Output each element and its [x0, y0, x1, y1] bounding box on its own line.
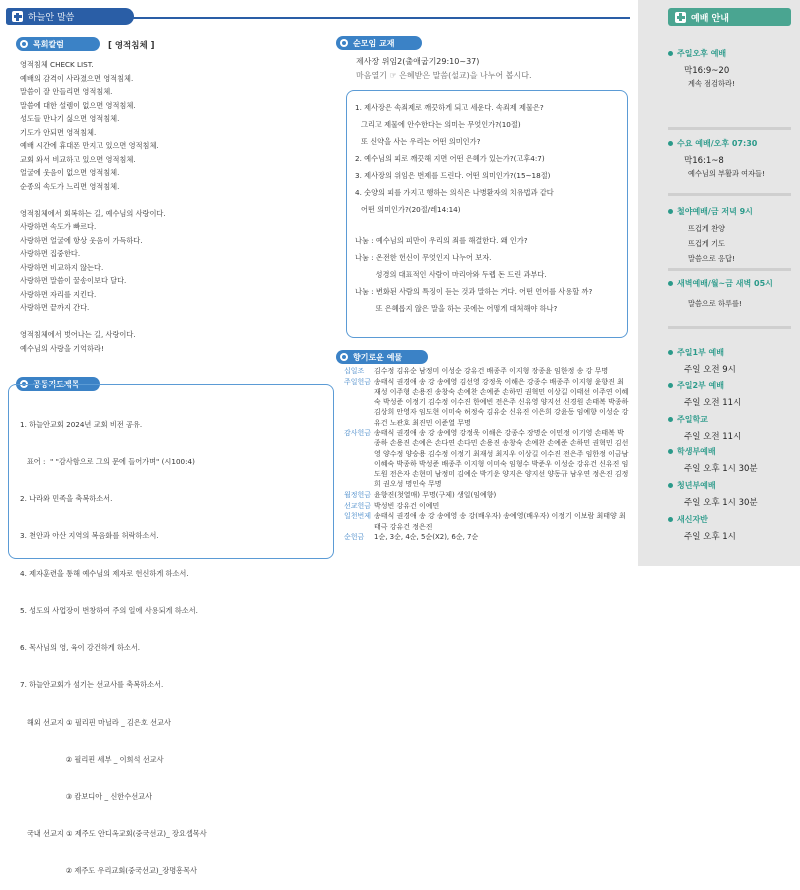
column-line: 얼굴에 웃음이 없으면 영적침체.: [20, 168, 120, 177]
column-line: 말씀이 잘 안들리면 영적침체.: [20, 87, 113, 96]
offering-names: 송태식 권경애 송 강 송예영 강정욱 이해은 강종수 장명순 이민정 이기영 손태복 박종하 손용진 손예은 손다연 손다민 손용진 송창숙 손예찬 손예준 손하민 권혁민 김선영 양수정 양승용 김수정 이정기 최재성 최지우 이상길 이수진 전은주 임한정 이금남 이혜숙 박종하 박성준 배종주 이지형 이미숙 임형수 박준우 이성순 강유건 신유진 임도원 전은자 손현미 남정미 김예순 박기운 양지은 양지선 양동규 남우연 정은진 김정희 권오성 명인숙 무명: [374, 429, 629, 489]
column-line: 영적침체에서 벗어나는 길, 사랑이다.: [20, 330, 136, 339]
cell-label-text: 순모임 교재: [353, 38, 395, 48]
service-title: 주일학교: [677, 415, 708, 424]
column-line: 사랑하면 말씀이 꿀송이보다 달다.: [20, 276, 127, 285]
column-line: 사랑하면 끝까지 간다.: [20, 303, 90, 312]
discussion-line: 2. 예수님의 피로 깨끗해 지면 어떤 은혜가 있는가?(고후4:7): [355, 154, 545, 163]
discussion-line: 3. 제사장의 위임은 번제를 드린다. 어떤 의미인가?(15~18절): [355, 171, 551, 180]
service-detail: 뜨겁게 기도: [688, 239, 726, 248]
service-detail: 말씀으로 응답!: [688, 254, 735, 263]
section-header-title: 하늘안 말씀: [28, 13, 75, 23]
bullet-icon: [668, 281, 673, 286]
column-label-text: 목회칼럼: [33, 39, 64, 49]
service-detail: 막16:1~8: [684, 156, 724, 166]
bullet-icon: [340, 353, 348, 361]
service-wednesday: [668, 138, 791, 179]
service-friday-night: [668, 206, 791, 264]
prayer-body: [20, 394, 207, 890]
offering-row: [344, 511, 630, 531]
service-title: 새벽예배/월~금 새벽 05시: [677, 279, 773, 288]
service-detail: 뜨겁게 찬양: [688, 224, 726, 233]
offering-names: 1순, 3순, 4순, 5순(X2), 6순, 7순: [374, 533, 479, 542]
prayer-line: 1. 하늘안교회 2024년 교회 비전 공유.: [20, 419, 143, 429]
service-detail: 주일 오후 1시: [684, 532, 736, 542]
column-line: 사랑하면 얼굴에 항상 웃음이 가득하다.: [20, 235, 143, 245]
service-detail: 주일 오전 11시: [684, 398, 742, 408]
prayer-line: 6. 목사님의 영, 육이 강건하게 하소서.: [20, 643, 141, 653]
service-dawn: [668, 278, 791, 309]
offering-names: 김수정 김유순 남정미 이성순 강유건 배종주 이지형 장종윤 임한정 송 강 무명: [374, 367, 609, 375]
cell-passage: 제사장 위임2(출애굽기29:10~37): [356, 57, 480, 66]
service-title: 새신자반: [677, 515, 708, 524]
column-line: 예배 시간에 휴대폰 만지고 있으면 영적침체.: [20, 141, 159, 150]
offering-type: 선교헌금: [344, 501, 372, 510]
bullet-icon: [20, 40, 28, 48]
service-title: 주일오후 예배: [677, 49, 727, 58]
offering-row: [344, 428, 630, 489]
header-divider: [130, 17, 630, 19]
sidebar-divider: [668, 127, 791, 130]
discussion-line: 나눔 : 온전한 헌신이 무엇인지 나누어 보자.: [355, 253, 492, 262]
service-sunday-school: [668, 414, 791, 442]
column-body: [20, 58, 166, 355]
service-detail: 주일 오전 9시: [684, 365, 736, 375]
offering-type: 월정헌금: [344, 490, 372, 499]
column-line: 사랑하면 자리를 지킨다.: [20, 289, 97, 299]
offering-names: 송태식 권경애 송 강 송예영 송 강(배우자) 송예영(배우자) 이정기 이보람 최태양 최태극 강유건 정은진: [374, 512, 626, 531]
offering-type: 감사헌금: [344, 429, 372, 438]
service-detail: 주일 오후 1시 30분: [684, 498, 758, 508]
service-title: 주일2부 예배: [677, 381, 724, 390]
worship-title: 예배 안내: [691, 13, 729, 24]
bullet-icon: [668, 350, 673, 355]
column-line: [20, 315, 166, 329]
bullet-icon: [668, 209, 673, 214]
worship-header: [668, 8, 791, 26]
bullet-icon: [668, 449, 673, 454]
column-line: 영적침체 CHECK LIST.: [20, 60, 94, 69]
discussion-line: 그리고 제물에 안수한다는 의미는 무엇인가?(10절): [361, 120, 521, 129]
service-sunday-1: [668, 347, 791, 375]
bullet-icon: [668, 483, 673, 488]
prayer-label-text: 공동기도제목: [33, 379, 80, 389]
column-line: [20, 193, 166, 207]
discussion-line: 나눔 : 예수님의 피만이 우리의 죄를 해결한다. 왜 인가?: [355, 236, 528, 245]
column-line: 예배의 감격이 사라졌으면 영적침체.: [20, 73, 134, 83]
prayer-line: ③ 캄보디아 _ 신한수선교사: [20, 792, 153, 801]
section-header-tab: [6, 8, 134, 25]
column-line: 말씀에 대한 설렘이 없으면 영적침체.: [20, 100, 136, 110]
sidebar-divider: [668, 326, 791, 329]
service-sunday-2: [668, 380, 791, 408]
offering-row: [344, 501, 630, 511]
discussion-line: 또 신약을 사는 우리는 어떤 의미인가?: [361, 137, 481, 146]
offerings-label: [336, 350, 428, 364]
prayer-line: 2. 나라와 민족을 축복하소서.: [20, 494, 113, 504]
column-line: 성도들 만나기 싫으면 영적침체.: [20, 114, 120, 123]
service-youth: [668, 480, 791, 508]
bullet-icon: [668, 517, 673, 522]
prayer-line: 표어 : " "감사함으로 그의 문에 들어가며" (시100:4): [20, 457, 195, 467]
bullet-icon: [668, 51, 673, 56]
prayer-line: 국내 선교지 ① 제주도 안디옥교회(중국선교)_ 장요셉목사: [20, 829, 207, 839]
service-detail: 주일 오후 1시 30분: [684, 464, 758, 474]
plus-icon: [12, 11, 23, 22]
service-note: 계속 점검하라!: [688, 79, 735, 88]
discussion-line: 1. 제사장은 속죄제로 깨끗하게 되고 세운다. 속죄제 제물은?: [355, 103, 544, 112]
service-title: 철야예배/금 저녁 9시: [677, 207, 753, 216]
cell-opening: 마음열기 ☞ 은혜받은 말씀(설교)을 나누어 봅시다.: [356, 71, 532, 80]
service-student: [668, 446, 791, 474]
offering-row: [344, 490, 630, 500]
service-detail: 막16:9~20: [684, 66, 730, 76]
column-line: 예수님의 사랑을 기억하라!: [20, 343, 104, 353]
column-line: 교회 와서 비교하고 있으면 영적침체.: [20, 154, 136, 164]
service-sunday-pm: [668, 48, 791, 89]
discussion-box: [346, 90, 628, 338]
cell-label: [336, 36, 422, 50]
service-detail: 말씀으로 하루를!: [688, 299, 742, 308]
service-title: 청년부예배: [677, 481, 716, 490]
discussion-line: 또 은혜롭지 않은 말을 하는 곳에는 어떻게 대처해야 하나?: [355, 304, 558, 313]
bullet-icon: [668, 417, 673, 422]
prayer-line: 4. 제자훈련을 통해 예수님의 제자로 헌신하게 하소서.: [20, 568, 189, 578]
bullet-icon: [668, 383, 673, 388]
offerings-label-text: 향기로운 예물: [353, 352, 403, 362]
discussion-line: 어떤 의미인가?(20절/레14:14): [361, 205, 461, 214]
prayer-line: 5. 성도의 사업장이 번창하여 주의 일에 사용되게 하소서.: [20, 605, 198, 615]
prayer-line: ② 제주도 우리교회(중국선교)_장명흥목사: [20, 866, 198, 876]
offering-type: 주일헌금: [344, 377, 372, 386]
service-detail: 주일 오전 11시: [684, 432, 742, 442]
offerings-list: [344, 366, 630, 543]
service-newcomer: [668, 514, 791, 542]
bullet-icon: [340, 39, 348, 47]
bullet-icon: [668, 141, 673, 146]
column-line: 사랑하면 집중한다.: [20, 249, 81, 258]
offering-type: 순헌금: [344, 533, 365, 542]
column-line: 순종의 속도가 느리면 영적침체.: [20, 181, 120, 191]
service-title: 주일1부 예배: [677, 348, 724, 357]
column-line: 영적침체에서 회복하는 길, 예수님의 사랑이다.: [20, 208, 166, 218]
offering-row: [344, 532, 630, 542]
discussion-line: 성경의 대표적인 사람이 마리아와 두렙 돈 드린 과부다.: [355, 270, 547, 279]
column-subtitle: [ 영적침체 ]: [108, 41, 155, 51]
service-title: 수요 예배/오후 07:30: [677, 139, 758, 148]
discussion-line: 4. 숫양의 피를 가지고 행하는 의식은 나병환자의 치유법과 같다: [355, 188, 554, 197]
sidebar-divider: [668, 268, 791, 271]
column-line: 사랑하면 속도가 빠르다.: [20, 222, 97, 231]
prayer-line: 해외 선교지 ① 필리핀 마닐라 _ 김은호 선교사: [20, 717, 171, 727]
offering-row: [344, 366, 630, 376]
offering-names: 박성빈 강유건 이예민: [374, 501, 440, 510]
offering-names: 송태식 권경애 송 강 송예영 김선영 강정욱 이해은 강종수 배종주 이지형 윤향진 최재성 이주형 손용진 송창숙 손예찬 손예준 손하민 권혁민 이상길 이태선 이주연 이혜숙 박성준 이정기 김수정 이수진 한예빈 전은주 신유영 양지선 신경원 손태복 박종하 김상희 안영자 임도현 이미숙 허정숙 김유순 신유진 이은희 강윤동 임예향 이성순 강유건 노관호 최진민 이준열 무명: [374, 377, 629, 427]
prayer-line: 3. 천안과 아산 지역의 복음화를 허락하소서.: [20, 531, 159, 541]
offering-type: 십일조: [344, 367, 365, 375]
sidebar-divider: [668, 193, 791, 196]
plus-icon: [675, 12, 686, 23]
offering-type: 일천번제: [344, 512, 372, 521]
column-label: [16, 37, 100, 51]
service-note: 예수님의 부활과 여자들!: [688, 169, 765, 178]
discussion-line: 나눔 : 변화된 사람의 특징이 듣는 것과 말하는 거다. 어떤 언어를 사용할 까?: [355, 287, 593, 296]
offering-row: [344, 377, 630, 428]
prayer-line: 7. 하늘안교회가 섬기는 선교사를 축복하소서.: [20, 680, 164, 690]
column-line: 사랑하면 비교하지 않는다.: [20, 262, 104, 272]
column-line: 기도가 안되면 영적침체.: [20, 127, 97, 137]
prayer-line: ② 필리핀 세부 _ 이희석 선교사: [20, 754, 164, 764]
service-title: 학생부예배: [677, 447, 716, 456]
offering-names: 윤향진(첫열매) 무명(구제) 생일(임예향): [374, 490, 497, 499]
